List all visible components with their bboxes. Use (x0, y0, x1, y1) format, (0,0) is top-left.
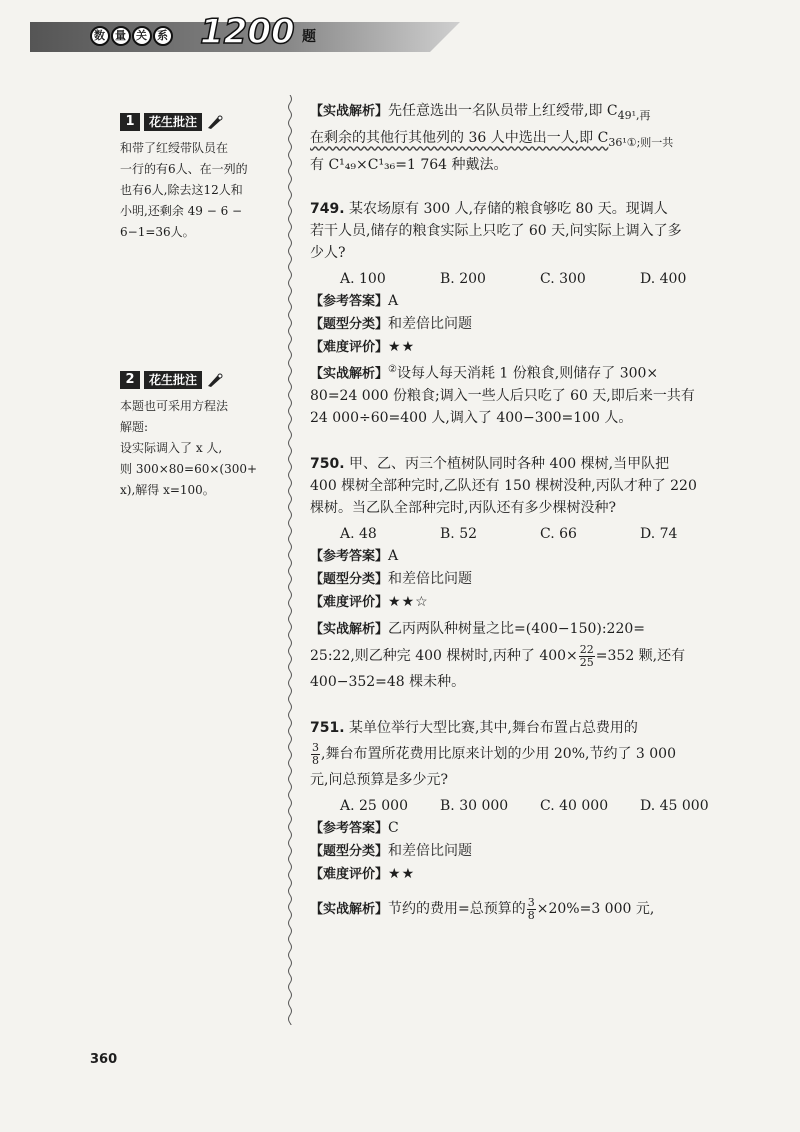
note-number: 2 (120, 371, 140, 389)
main-content (310, 100, 740, 925)
option-d: D. 45 000 (640, 798, 709, 815)
note-header (120, 370, 280, 390)
difficulty-tag: 【难度评价】 (310, 595, 389, 611)
option-b: B. 52 (440, 526, 478, 543)
fraction-denominator: 8 (527, 908, 535, 922)
answer-tag: 【参考答案】 (310, 293, 389, 309)
header-title (90, 26, 174, 46)
header-char: 系 (153, 26, 173, 46)
question-line: 若干人员,储存的粮食实际上只吃了 60 天,问实际上调入了多 (310, 222, 682, 239)
option-c: C. 40 000 (540, 798, 609, 815)
note-number: 1 (120, 113, 140, 131)
intro-line-1: 先任意选出一名队员带上红绶带,即 C (388, 103, 618, 119)
option-b: B. 30 000 (440, 798, 509, 815)
analysis-line: ×20%=3 000 元, (536, 901, 655, 918)
difficulty-stars: ★★☆ (388, 594, 429, 611)
sidebar-note-2 (120, 370, 280, 501)
analysis-line: 节约的费用=总预算的 (388, 901, 526, 918)
type-value: 和差倍比问题 (388, 843, 473, 860)
header-suffix: 题 (302, 29, 316, 45)
question-line: ,舞台布置所花费用比原来计划的少用 20%,节约了 3 000 (321, 746, 676, 763)
question-line: 甲、乙、丙三个植树队同时各种 400 棵树,当甲队把 (349, 456, 670, 473)
question-line: 元,问总预算是多少元? (310, 772, 448, 789)
option-a: A. 100 (340, 270, 386, 287)
question-line: 棵树。当乙队全部种完时,丙队还有多少棵树没种? (310, 500, 616, 517)
options (340, 523, 740, 545)
answer-value: C (388, 820, 399, 837)
question-line: 少人? (310, 244, 346, 261)
question-number: 749. (310, 200, 345, 217)
note-label: 花生批注 (144, 113, 202, 131)
option-a: A. 25 000 (340, 798, 408, 815)
option-d: D. 400 (640, 270, 687, 287)
analysis-line: =352 颗,还有 (595, 648, 686, 665)
fraction-numerator: 3 (312, 740, 319, 754)
intro-line-2: 在剩余的其他行其他列的 36 人中选出一人,即 C (310, 129, 609, 146)
question-749 (310, 198, 740, 430)
analysis-line: 80=24 000 份粮食;调入一些人后只吃了 60 天,即后来一共有 (310, 388, 695, 405)
note-text: 本题也可采用方程法 解题: 设实际调入了 x 人, 则 300×80=60×(300+ x),解得 x=100。 (120, 399, 258, 497)
note-label: 花生批注 (144, 371, 202, 389)
option-a: A. 48 (340, 526, 377, 543)
answer-value: A (388, 548, 399, 565)
header-char: 量 (111, 26, 131, 46)
fraction-numerator: 3 (527, 895, 535, 909)
intro-line-1-end: 49¹,再 (617, 108, 651, 122)
fraction (527, 897, 536, 922)
option-c: C. 300 (540, 270, 586, 287)
intro-line-2-end: 36¹①;则一共 (608, 135, 674, 149)
header-char: 关 (132, 26, 152, 46)
difficulty-stars: ★★ (388, 338, 416, 355)
question-line: 400 棵树全部种完时,乙队还有 150 棵树没种,丙队才种了 220 (310, 478, 697, 495)
analysis-tag: 【实战解析】 (310, 622, 389, 638)
intro-line-3: 有 C¹₄₉×C¹₃₆=1 764 种戴法。 (310, 156, 508, 173)
pen-icon (206, 372, 224, 388)
analysis-line: 400−352=48 棵未种。 (310, 674, 466, 691)
column-divider (286, 95, 294, 1025)
page-number: 360 (90, 1052, 118, 1067)
type-value: 和差倍比问题 (388, 315, 473, 332)
fraction (579, 644, 595, 669)
answer-tag: 【参考答案】 (310, 821, 389, 837)
question-750 (310, 453, 740, 693)
option-c: C. 66 (540, 526, 577, 543)
fraction (311, 742, 320, 767)
analysis-tag: 【实战解析】 (310, 366, 389, 382)
analysis-line: 25:22,则乙种完 400 棵树时,丙种了 400× (310, 648, 578, 665)
fraction-denominator: 8 (312, 753, 319, 767)
header-number: 1200 (200, 12, 295, 52)
question-751 (310, 717, 740, 925)
difficulty-stars: ★★ (388, 866, 416, 883)
type-tag: 【题型分类】 (310, 844, 389, 860)
type-tag: 【题型分类】 (310, 316, 389, 332)
note-header (120, 112, 280, 132)
analysis-line: 设每人每天消耗 1 份粮食,则储存了 300× (396, 365, 659, 382)
analysis-tag: 【实战解析】 (310, 104, 389, 119)
question-number: 751. (310, 720, 345, 737)
question-line: 某单位举行大型比赛,其中,舞台布置占总费用的 (349, 720, 638, 737)
note-text: 和带了红绶带队员在 一行的有6人、在一列的 也有6人,除去这12人和 小明,还剩余 49 − 6 − 6−1=36人。 (120, 141, 248, 239)
answer-tag: 【参考答案】 (310, 549, 389, 565)
difficulty-tag: 【难度评价】 (310, 339, 389, 355)
answer-value: A (388, 292, 399, 309)
fraction-numerator: 22 (579, 642, 594, 656)
header-char: 数 (90, 26, 110, 46)
analysis-tag: 【实战解析】 (310, 902, 389, 918)
question-line: 某农场原有 300 人,存储的粮食够吃 80 天。现调人 (349, 200, 668, 217)
book-header (30, 12, 460, 54)
question-number: 750. (310, 456, 345, 473)
type-tag: 【题型分类】 (310, 572, 389, 588)
difficulty-tag: 【难度评价】 (310, 867, 389, 883)
pen-icon (206, 114, 224, 130)
option-b: B. 200 (440, 270, 486, 287)
option-d: D. 74 (640, 526, 678, 543)
type-value: 和差倍比问题 (388, 571, 473, 588)
footnote-marker: ② (388, 363, 397, 375)
options (340, 268, 740, 290)
analysis-line: 乙丙两队种树量之比=(400−150):220= (388, 621, 646, 638)
intro-analysis (310, 100, 740, 176)
options (340, 795, 740, 817)
fraction-denominator: 25 (579, 655, 594, 669)
analysis-line: 24 000÷60=400 人,调入了 400−300=100 人。 (310, 410, 633, 427)
sidebar-note-1 (120, 112, 280, 243)
